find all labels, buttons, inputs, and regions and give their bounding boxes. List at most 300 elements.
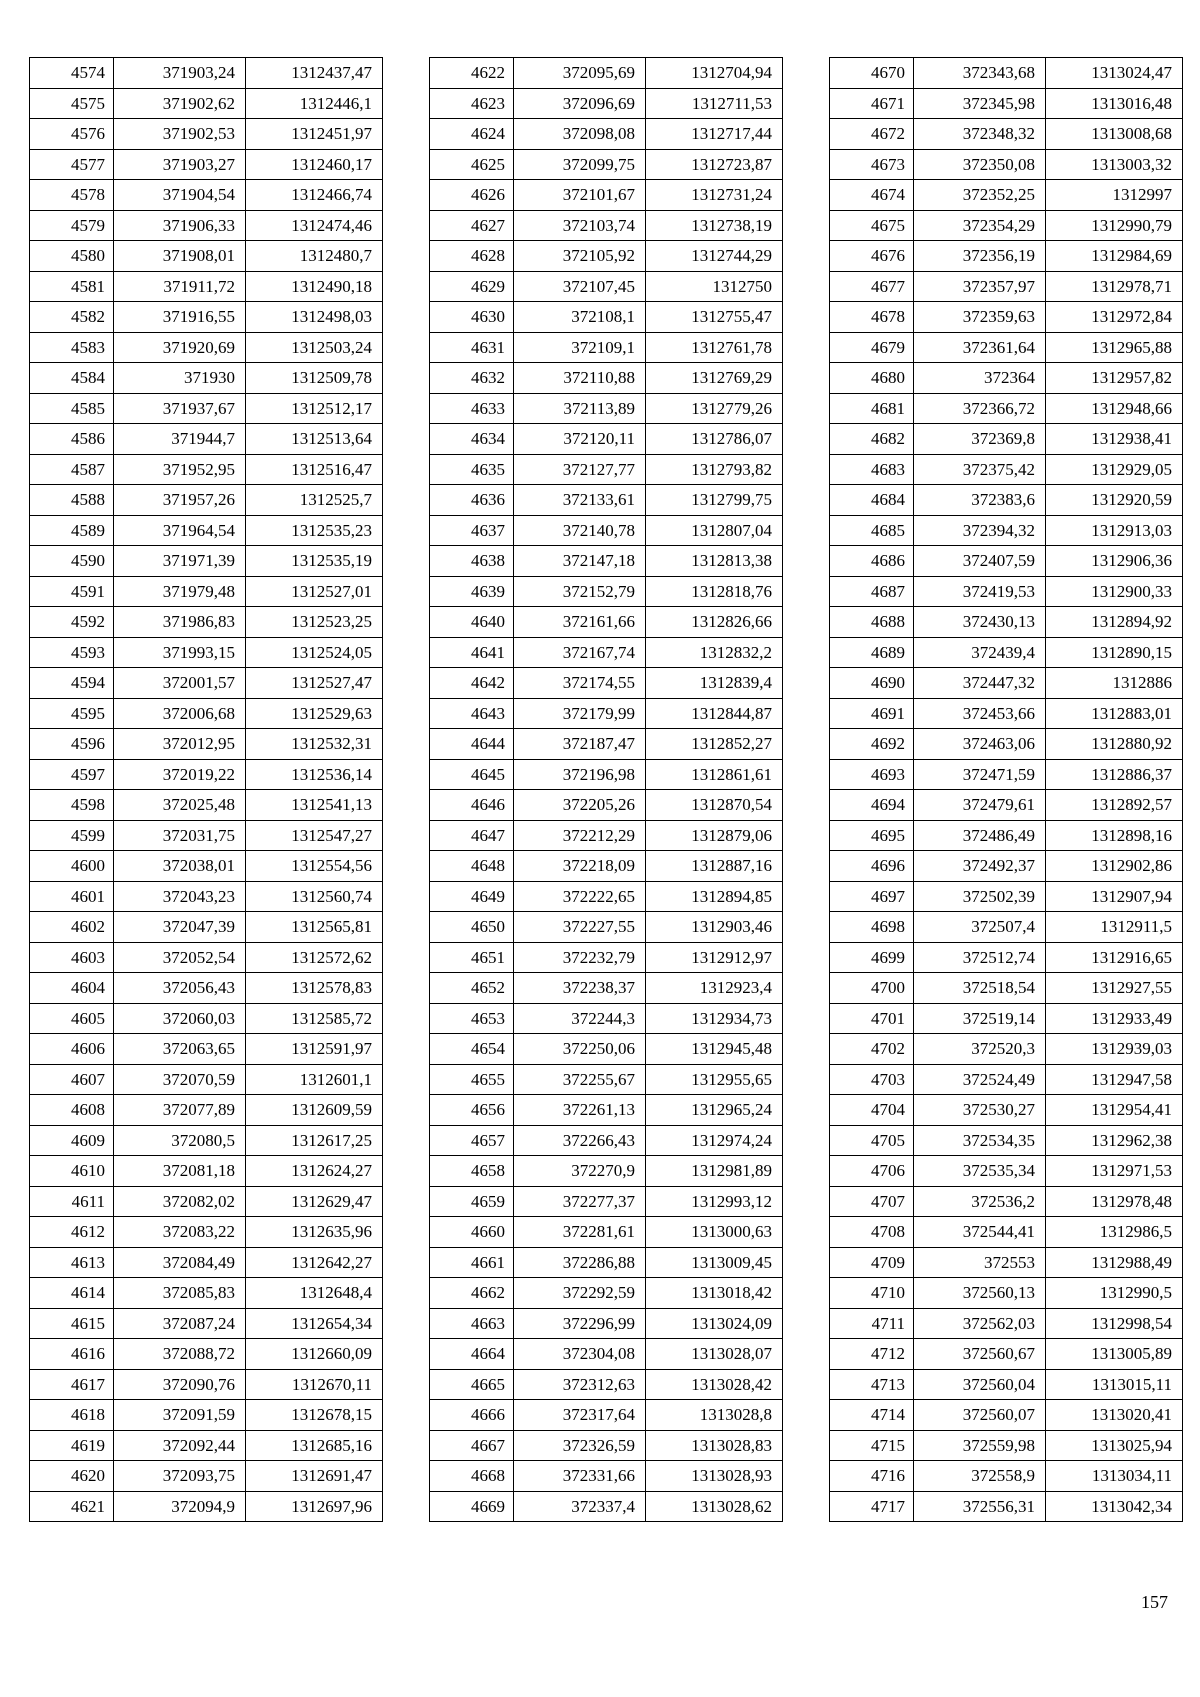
point-id-cell: 4654 [430,1034,514,1065]
y-coordinate-cell: 1312624,27 [246,1156,383,1187]
point-id-cell: 4648 [430,851,514,882]
y-coordinate-cell: 1313028,8 [646,1400,783,1431]
x-coordinate-cell: 371904,54 [114,180,246,211]
point-id-cell: 4686 [830,546,914,577]
x-coordinate-cell: 371979,48 [114,576,246,607]
table-row [830,881,1183,912]
y-coordinate-cell: 1312572,62 [246,942,383,973]
table-row [30,668,383,699]
table-row [430,1278,783,1309]
point-id-cell: 4596 [30,729,114,760]
x-coordinate-cell: 372369,8 [914,424,1046,455]
x-coordinate-cell: 372133,61 [514,485,646,516]
x-coordinate-cell: 372530,27 [914,1095,1046,1126]
point-id-cell: 4659 [430,1186,514,1217]
table-row [430,820,783,851]
y-coordinate-cell: 1312779,26 [646,393,783,424]
point-id-cell: 4689 [830,637,914,668]
table-row [830,1156,1183,1187]
y-coordinate-cell: 1312911,5 [1046,912,1183,943]
table-row [30,820,383,851]
x-coordinate-cell: 371916,55 [114,302,246,333]
y-coordinate-cell: 1312535,19 [246,546,383,577]
table-row [30,1125,383,1156]
point-id-cell: 4597 [30,759,114,790]
table-row [430,393,783,424]
y-coordinate-cell: 1312446,1 [246,88,383,119]
y-coordinate-cell: 1312890,15 [1046,637,1183,668]
table-row [830,1278,1183,1309]
x-coordinate-cell: 372326,59 [514,1430,646,1461]
x-coordinate-cell: 372087,24 [114,1308,246,1339]
table-row [830,1400,1183,1431]
table-row [430,759,783,790]
point-id-cell: 4706 [830,1156,914,1187]
x-coordinate-cell: 371906,33 [114,210,246,241]
y-coordinate-cell: 1313024,47 [1046,58,1183,89]
point-id-cell: 4670 [830,58,914,89]
point-id-cell: 4614 [30,1278,114,1309]
x-coordinate-cell: 372070,59 [114,1064,246,1095]
y-coordinate-cell: 1312990,5 [1046,1278,1183,1309]
point-id-cell: 4594 [30,668,114,699]
y-coordinate-cell: 1312954,41 [1046,1095,1183,1126]
table-row [30,759,383,790]
y-coordinate-cell: 1312523,25 [246,607,383,638]
x-coordinate-cell: 372084,49 [114,1247,246,1278]
point-id-cell: 4638 [430,546,514,577]
table-row [30,1430,383,1461]
table-row [830,119,1183,150]
y-coordinate-cell: 1312617,25 [246,1125,383,1156]
point-id-cell: 4652 [430,973,514,1004]
table-row [430,851,783,882]
y-coordinate-cell: 1312988,49 [1046,1247,1183,1278]
y-coordinate-cell: 1312535,23 [246,515,383,546]
table-row [30,576,383,607]
table-row [430,942,783,973]
table-row [830,332,1183,363]
coordinate-table-2 [429,57,783,1522]
x-coordinate-cell: 372001,57 [114,668,246,699]
table-row [430,58,783,89]
point-id-cell: 4615 [30,1308,114,1339]
y-coordinate-cell: 1312498,03 [246,302,383,333]
table-row [430,271,783,302]
x-coordinate-cell: 372113,89 [514,393,646,424]
y-coordinate-cell: 1312578,83 [246,973,383,1004]
y-coordinate-cell: 1312879,06 [646,820,783,851]
point-id-cell: 4599 [30,820,114,851]
point-id-cell: 4717 [830,1491,914,1522]
x-coordinate-cell: 372056,43 [114,973,246,1004]
table-row [830,302,1183,333]
point-id-cell: 4701 [830,1003,914,1034]
y-coordinate-cell: 1312972,84 [1046,302,1183,333]
table-row [30,241,383,272]
x-coordinate-cell: 372107,45 [514,271,646,302]
x-coordinate-cell: 372560,04 [914,1369,1046,1400]
y-coordinate-cell: 1312903,46 [646,912,783,943]
x-coordinate-cell: 372558,9 [914,1461,1046,1492]
x-coordinate-cell: 372060,03 [114,1003,246,1034]
point-id-cell: 4598 [30,790,114,821]
point-id-cell: 4682 [830,424,914,455]
point-id-cell: 4587 [30,454,114,485]
table-row [30,1186,383,1217]
point-id-cell: 4710 [830,1278,914,1309]
y-coordinate-cell: 1312509,78 [246,363,383,394]
y-coordinate-cell: 1312852,27 [646,729,783,760]
x-coordinate-cell: 371930 [114,363,246,394]
point-id-cell: 4703 [830,1064,914,1095]
y-coordinate-cell: 1312761,78 [646,332,783,363]
point-id-cell: 4630 [430,302,514,333]
y-coordinate-cell: 1312585,72 [246,1003,383,1034]
point-id-cell: 4610 [30,1156,114,1187]
table-row [430,302,783,333]
point-id-cell: 4669 [430,1491,514,1522]
point-id-cell: 4713 [830,1369,914,1400]
y-coordinate-cell: 1312965,24 [646,1095,783,1126]
x-coordinate-cell: 372205,26 [514,790,646,821]
y-coordinate-cell: 1312870,54 [646,790,783,821]
point-id-cell: 4683 [830,454,914,485]
table-row [30,1217,383,1248]
y-coordinate-cell: 1312844,87 [646,698,783,729]
point-id-cell: 4622 [430,58,514,89]
y-coordinate-cell: 1313005,89 [1046,1339,1183,1370]
y-coordinate-cell: 1312906,36 [1046,546,1183,577]
table-row [30,1003,383,1034]
point-id-cell: 4617 [30,1369,114,1400]
table-row [830,363,1183,394]
table-row [430,1430,783,1461]
table-row [30,210,383,241]
table-row [30,1247,383,1278]
y-coordinate-cell: 1312513,64 [246,424,383,455]
x-coordinate-cell: 372085,83 [114,1278,246,1309]
x-coordinate-cell: 372261,13 [514,1095,646,1126]
table-row [30,546,383,577]
point-id-cell: 4604 [30,973,114,1004]
point-id-cell: 4649 [430,881,514,912]
y-coordinate-cell: 1312704,94 [646,58,783,89]
x-coordinate-cell: 372486,49 [914,820,1046,851]
x-coordinate-cell: 372270,9 [514,1156,646,1187]
x-coordinate-cell: 372345,98 [914,88,1046,119]
point-id-cell: 4647 [430,820,514,851]
point-id-cell: 4655 [430,1064,514,1095]
x-coordinate-cell: 372366,72 [914,393,1046,424]
table-row [830,1095,1183,1126]
point-id-cell: 4675 [830,210,914,241]
table-row [430,1003,783,1034]
y-coordinate-cell: 1313018,42 [646,1278,783,1309]
x-coordinate-cell: 372094,9 [114,1491,246,1522]
y-coordinate-cell: 1312978,48 [1046,1186,1183,1217]
point-id-cell: 4680 [830,363,914,394]
x-coordinate-cell: 372187,47 [514,729,646,760]
y-coordinate-cell: 1312635,96 [246,1217,383,1248]
point-id-cell: 4678 [830,302,914,333]
x-coordinate-cell: 372255,67 [514,1064,646,1095]
point-id-cell: 4714 [830,1400,914,1431]
table-row [430,485,783,516]
y-coordinate-cell: 1312524,05 [246,637,383,668]
y-coordinate-cell: 1312807,04 [646,515,783,546]
x-coordinate-cell: 372238,37 [514,973,646,1004]
point-id-cell: 4679 [830,332,914,363]
point-id-cell: 4611 [30,1186,114,1217]
table-row [830,729,1183,760]
y-coordinate-cell: 1312451,97 [246,119,383,150]
table-row [30,1034,383,1065]
point-id-cell: 4646 [430,790,514,821]
point-id-cell: 4600 [30,851,114,882]
point-id-cell: 4707 [830,1186,914,1217]
x-coordinate-cell: 372099,75 [514,149,646,180]
x-coordinate-cell: 372553 [914,1247,1046,1278]
point-id-cell: 4574 [30,58,114,89]
point-id-cell: 4581 [30,271,114,302]
y-coordinate-cell: 1312799,75 [646,485,783,516]
point-id-cell: 4602 [30,912,114,943]
x-coordinate-cell: 372250,06 [514,1034,646,1065]
x-coordinate-cell: 372447,32 [914,668,1046,699]
y-coordinate-cell: 1313028,42 [646,1369,783,1400]
point-id-cell: 4618 [30,1400,114,1431]
table-row [30,1461,383,1492]
y-coordinate-cell: 1312912,97 [646,942,783,973]
point-id-cell: 4715 [830,1430,914,1461]
x-coordinate-cell: 371971,39 [114,546,246,577]
point-id-cell: 4634 [430,424,514,455]
x-coordinate-cell: 372090,76 [114,1369,246,1400]
table-row [430,1064,783,1095]
table-row [30,912,383,943]
y-coordinate-cell: 1312978,71 [1046,271,1183,302]
point-id-cell: 4577 [30,149,114,180]
x-coordinate-cell: 372081,18 [114,1156,246,1187]
x-coordinate-cell: 372101,67 [514,180,646,211]
point-id-cell: 4579 [30,210,114,241]
x-coordinate-cell: 372507,4 [914,912,1046,943]
x-coordinate-cell: 372080,5 [114,1125,246,1156]
table-row [830,942,1183,973]
y-coordinate-cell: 1313016,48 [1046,88,1183,119]
point-id-cell: 4603 [30,942,114,973]
x-coordinate-cell: 372331,66 [514,1461,646,1492]
x-coordinate-cell: 372463,06 [914,729,1046,760]
x-coordinate-cell: 372356,19 [914,241,1046,272]
point-id-cell: 4586 [30,424,114,455]
y-coordinate-cell: 1312923,4 [646,973,783,1004]
y-coordinate-cell: 1313028,62 [646,1491,783,1522]
x-coordinate-cell: 372304,08 [514,1339,646,1370]
y-coordinate-cell: 1312466,74 [246,180,383,211]
y-coordinate-cell: 1312900,33 [1046,576,1183,607]
table-row [30,424,383,455]
y-coordinate-cell: 1312648,4 [246,1278,383,1309]
y-coordinate-cell: 1312894,85 [646,881,783,912]
point-id-cell: 4693 [830,759,914,790]
page-number: 157 [1141,1592,1168,1612]
y-coordinate-cell: 1312965,88 [1046,332,1183,363]
point-id-cell: 4639 [430,576,514,607]
y-coordinate-cell: 1312654,34 [246,1308,383,1339]
table-row [30,851,383,882]
x-coordinate-cell: 372359,63 [914,302,1046,333]
coordinate-table-3 [829,57,1183,1522]
y-coordinate-cell: 1312861,61 [646,759,783,790]
table-row [830,607,1183,638]
x-coordinate-cell: 372196,98 [514,759,646,790]
x-coordinate-cell: 371944,7 [114,424,246,455]
table-row [430,1186,783,1217]
table-row [30,515,383,546]
y-coordinate-cell: 1312892,57 [1046,790,1183,821]
x-coordinate-cell: 372286,88 [514,1247,646,1278]
point-id-cell: 4697 [830,881,914,912]
y-coordinate-cell: 1312474,46 [246,210,383,241]
y-coordinate-cell: 1312629,47 [246,1186,383,1217]
y-coordinate-cell: 1313034,11 [1046,1461,1183,1492]
table-row [430,881,783,912]
x-coordinate-cell: 372348,32 [914,119,1046,150]
y-coordinate-cell: 1312660,09 [246,1339,383,1370]
table-row [430,1156,783,1187]
table-row [30,973,383,1004]
point-id-cell: 4627 [430,210,514,241]
y-coordinate-cell: 1312541,13 [246,790,383,821]
y-coordinate-cell: 1312887,16 [646,851,783,882]
x-coordinate-cell: 372535,34 [914,1156,1046,1187]
point-id-cell: 4663 [430,1308,514,1339]
x-coordinate-cell: 372453,66 [914,698,1046,729]
point-id-cell: 4656 [430,1095,514,1126]
x-coordinate-cell: 372098,08 [514,119,646,150]
y-coordinate-cell: 1313008,68 [1046,119,1183,150]
point-id-cell: 4705 [830,1125,914,1156]
table-row [830,485,1183,516]
y-coordinate-cell: 1312920,59 [1046,485,1183,516]
x-coordinate-cell: 371920,69 [114,332,246,363]
table-row [30,1278,383,1309]
y-coordinate-cell: 1312962,38 [1046,1125,1183,1156]
y-coordinate-cell: 1312437,47 [246,58,383,89]
table-row [830,1064,1183,1095]
table-row [430,1339,783,1370]
y-coordinate-cell: 1312786,07 [646,424,783,455]
table-row [430,1491,783,1522]
x-coordinate-cell: 372227,55 [514,912,646,943]
table-row [30,271,383,302]
table-row [30,302,383,333]
x-coordinate-cell: 372052,54 [114,942,246,973]
y-coordinate-cell: 1312503,24 [246,332,383,363]
x-coordinate-cell: 372479,61 [914,790,1046,821]
y-coordinate-cell: 1312927,55 [1046,973,1183,1004]
point-id-cell: 4576 [30,119,114,150]
point-id-cell: 4688 [830,607,914,638]
table-row [430,729,783,760]
table-row [30,454,383,485]
y-coordinate-cell: 1312642,27 [246,1247,383,1278]
point-id-cell: 4653 [430,1003,514,1034]
table-row [430,698,783,729]
table-row [830,210,1183,241]
x-coordinate-cell: 372354,29 [914,210,1046,241]
point-id-cell: 4676 [830,241,914,272]
table-row [830,149,1183,180]
point-id-cell: 4641 [430,637,514,668]
point-id-cell: 4695 [830,820,914,851]
table-row [830,637,1183,668]
point-id-cell: 4607 [30,1064,114,1095]
table-row [430,1308,783,1339]
x-coordinate-cell: 372120,11 [514,424,646,455]
y-coordinate-cell: 1313028,07 [646,1339,783,1370]
y-coordinate-cell: 1312894,92 [1046,607,1183,638]
x-coordinate-cell: 372357,97 [914,271,1046,302]
table-row [830,58,1183,89]
x-coordinate-cell: 372147,18 [514,546,646,577]
table-row [830,1247,1183,1278]
x-coordinate-cell: 372439,4 [914,637,1046,668]
x-coordinate-cell: 372375,42 [914,454,1046,485]
table-row [830,271,1183,302]
x-coordinate-cell: 372502,39 [914,881,1046,912]
table-row [830,1125,1183,1156]
y-coordinate-cell: 1313009,45 [646,1247,783,1278]
x-coordinate-cell: 371937,67 [114,393,246,424]
table-row [430,1461,783,1492]
table-row [30,1308,383,1339]
y-coordinate-cell: 1312731,24 [646,180,783,211]
x-coordinate-cell: 372350,08 [914,149,1046,180]
point-id-cell: 4601 [30,881,114,912]
table-row [30,729,383,760]
y-coordinate-cell: 1312480,7 [246,241,383,272]
x-coordinate-cell: 372471,59 [914,759,1046,790]
table-row [830,1186,1183,1217]
table-row [30,942,383,973]
point-id-cell: 4645 [430,759,514,790]
table-row [430,88,783,119]
table-row [830,820,1183,851]
y-coordinate-cell: 1312990,79 [1046,210,1183,241]
x-coordinate-cell: 371957,26 [114,485,246,516]
y-coordinate-cell: 1312769,29 [646,363,783,394]
table-row [430,790,783,821]
x-coordinate-cell: 372096,69 [514,88,646,119]
table-row [30,881,383,912]
y-coordinate-cell: 1312609,59 [246,1095,383,1126]
point-id-cell: 4623 [430,88,514,119]
x-coordinate-cell: 372109,1 [514,332,646,363]
x-coordinate-cell: 372352,25 [914,180,1046,211]
y-coordinate-cell: 1312993,12 [646,1186,783,1217]
y-coordinate-cell: 1312565,81 [246,912,383,943]
y-coordinate-cell: 1312516,47 [246,454,383,485]
table-row [430,210,783,241]
point-id-cell: 4589 [30,515,114,546]
point-id-cell: 4616 [30,1339,114,1370]
table-row [830,576,1183,607]
x-coordinate-cell: 372038,01 [114,851,246,882]
point-id-cell: 4605 [30,1003,114,1034]
